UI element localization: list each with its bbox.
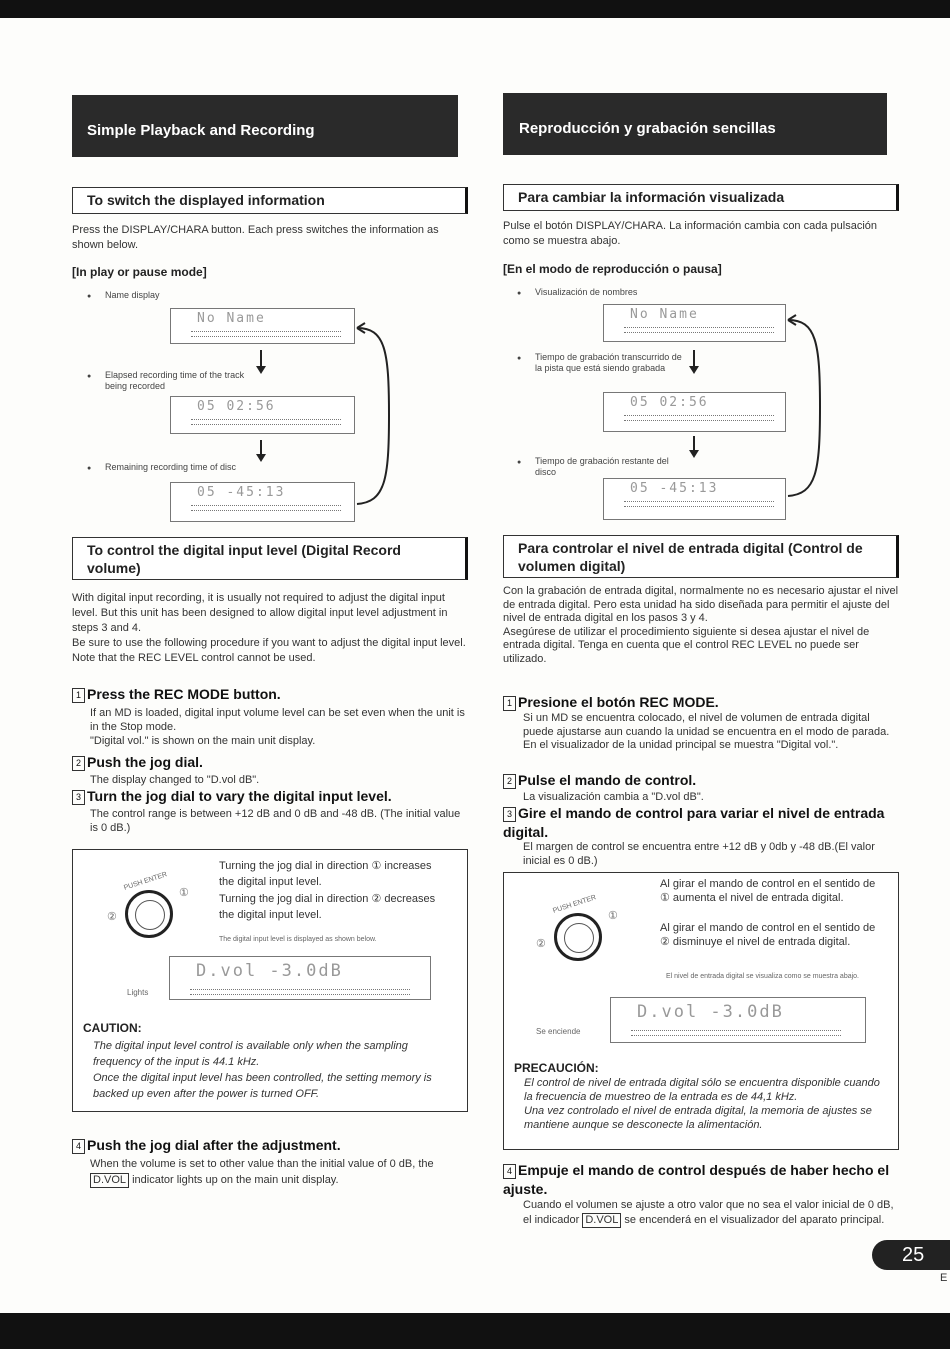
lcd-text: D.vol -3.0dB [637, 1002, 784, 1022]
step-2-title: 2 Push the jog dial. [72, 754, 203, 771]
display-note: The digital input level is displayed as shown below. [219, 936, 377, 943]
lcd-remaining-time [170, 482, 355, 522]
display-note: El nivel de entrada digital se visualiza como se muestra abajo. [666, 973, 859, 980]
mode-label: [In play or pause mode] [72, 265, 207, 279]
step-4-title: 4 Push the jog dial after the adjustment. [72, 1137, 341, 1154]
lcd-text: No Name [630, 307, 699, 322]
lights-label: Se enciende [536, 1027, 581, 1036]
direction-2-icon: ② [107, 911, 117, 923]
lcd-text: 05 02:56 [630, 395, 709, 410]
direction-2-text: Turning the jog dial in direction ② decreases the digital input level. [219, 893, 436, 921]
step-3-title: 3 Gire el mando de control para variar el nivel de entrada digital. [503, 805, 885, 840]
push-enter-label: PUSH ENTER [123, 871, 169, 892]
step-4-body: Cuando el volumen se ajuste a otro valor que no sea el valor inicial de 0 dB, el indicador D.VOL se encenderá en el visualizador del aparato principal. [523, 1199, 894, 1226]
section-title-switch-display: Para cambiar la información visualizada [503, 184, 899, 211]
lcd-text: 05 -45:13 [197, 485, 286, 500]
lcd-elapsed-time [170, 396, 355, 434]
bullet-name-display: ● Visualización de nombres [535, 287, 637, 298]
mode-label: [En el modo de reproducción o pausa] [503, 262, 722, 276]
lcd-text: No Name [197, 311, 266, 326]
cycle-arrow-icon [355, 320, 395, 510]
lcd-remaining-time [603, 478, 786, 520]
lcd-text: 05 -45:13 [630, 481, 719, 496]
direction-1-text: Turning the jog dial in direction ① increases the digital input level. [219, 860, 432, 888]
jog-dial-icon [554, 913, 602, 961]
lcd-text: 05 02:56 [197, 399, 276, 414]
bottom-border [0, 1313, 950, 1349]
arrow-down-icon [260, 440, 262, 456]
step-4-title: 4 Empuje el mando de control después de haber hecho el ajuste. [503, 1162, 890, 1197]
lcd-name-display [603, 304, 786, 342]
section-banner: Reproducción y grabación sencillas [503, 93, 887, 155]
step-2-body: La visualización cambia a "D.vol dB". [523, 791, 704, 803]
bullet-elapsed-time: ● Tiempo de grabación transcurrido de la pista que está siendo grabada [535, 352, 685, 374]
switch-display-text: Pulse el botón DISPLAY/CHARA. La información cambia con cada pulsación como se muestra abajo. [503, 220, 877, 247]
push-enter-label: PUSH ENTER [552, 894, 598, 915]
step-2-body: The display changed to "D.vol dB". [90, 774, 260, 786]
lcd-text: D.vol -3.0dB [196, 961, 343, 981]
step-3-title: 3 Turn the jog dial to vary the digital input level. [72, 788, 392, 805]
bullet-name-display: ● Name display [105, 290, 160, 301]
lcd-dvol [610, 997, 866, 1043]
jog-dial-icon [125, 890, 173, 938]
lcd-name-display [170, 308, 355, 344]
arrow-down-icon [693, 436, 695, 452]
digital-input-text: Con la grabación de entrada digital, normalmente no es necesario ajustar el nivel de entrada digital. Pero esta unidad ha sido diseñada para permitir el ajuste del nivel de entrada digital en los pasos 3 y 4. Asegúrese de utilizar el procedimiento siguiente si desea ajustar el nivel de entrada digital. Tenga en cuenta que el control REC LEVEL no puede ser utilizado. [503, 585, 899, 665]
step-4-body: When the volume is set to other value than the initial value of 0 dB, the D.VOL indicator lights up on the main unit display. [90, 1158, 434, 1186]
lcd-elapsed-time [603, 392, 786, 432]
jog-dial-box [503, 872, 899, 1150]
caution-body: The digital input level control is available only when the sampling frequency of the input is 44.1 kHz. Once the digital input level has been controlled, the setting memory is backed up even after the power is turned OFF. [93, 1040, 432, 1100]
bullet-elapsed-time: ● Elapsed recording time of the track being recorded [105, 370, 265, 392]
arrow-down-icon [693, 350, 695, 368]
bullet-remaining-time: ● Remaining recording time of disc [105, 462, 265, 473]
arrow-down-icon [260, 350, 262, 368]
caution-title: PRECAUCIÓN: [514, 1061, 599, 1075]
lights-label: Lights [127, 988, 149, 997]
digital-input-text: With digital input recording, it is usually not required to adjust the digital input level. But this unit has been designed to allow digital input level adjustment in steps 3 and 4. Be sure to use the following procedure if you want to adjust the digital input level. Note that the REC LEVEL control cannot be used. [72, 592, 466, 664]
page-number: 25 [872, 1240, 950, 1270]
bullet-remaining-time: ● Tiempo de grabación restante del disco [535, 456, 685, 478]
switch-display-text: Press the DISPLAY/CHARA button. Each press switches the information as shown below. [72, 224, 439, 251]
section-title-digital-input: Para controlar el nivel de entrada digital (Control de volumen digital) [503, 535, 899, 578]
dvol-indicator: D.VOL [90, 1173, 129, 1188]
step-3-body: The control range is between +12 dB and 0 dB and -48 dB. (The initial value is 0 dB.) [90, 808, 461, 834]
top-border [0, 0, 950, 18]
direction-1-icon: ① [179, 887, 189, 899]
section-banner: Simple Playback and Recording [72, 95, 458, 157]
direction-2-icon: ② [536, 938, 546, 950]
lcd-dvol [169, 956, 431, 1000]
section-title-switch-display: To switch the displayed information [72, 187, 468, 214]
caution-body: El control de nivel de entrada digital sólo se encuentra disponible cuando la frecuencia de muestreo de la entrada es de 44,1 kHz. Una vez controlado el nivel de entrada digital, la memoria de ajustes se mantiene aunque se desconecte la alimentación. [524, 1077, 880, 1131]
direction-2-text: Al girar el mando de control en el sentido de ② disminuye el nivel de entrada digital. [660, 922, 876, 948]
step-1-title: 1 Press the REC MODE button. [72, 686, 281, 703]
step-2-title: 2 Pulse el mando de control. [503, 772, 696, 789]
direction-1-icon: ① [608, 910, 618, 922]
step-1-title: 1 Presione el botón REC MODE. [503, 694, 719, 711]
caution-title: CAUTION: [83, 1021, 142, 1035]
section-title-digital-input: To control the digital input level (Digital Record volume) [72, 537, 468, 580]
edge-letter: E [940, 1272, 948, 1284]
step-1-body: Si un MD se encuentra colocado, el nivel de volumen de entrada digital puede ajustarse aun cuando la unidad se encuentra en el modo de parada. En el visualizador de la unidad principal se muestra "Digital vol.". [523, 712, 890, 751]
cycle-arrow-icon [786, 312, 826, 502]
dvol-indicator: D.VOL [582, 1213, 621, 1228]
jog-dial-box [72, 849, 468, 1112]
direction-1-text: Al girar el mando de control en el sentido de ① aumenta el nivel de entrada digital. [660, 878, 876, 904]
step-3-body: El margen de control se encuentra entre +12 dB y 0db y -48 dB.(El valor inicial es 0 dB.) [523, 841, 875, 867]
step-1-body: If an MD is loaded, digital input volume level can be set even when the unit is in the Stop mode. "Digital vol." is shown on the main unit display. [90, 707, 465, 747]
